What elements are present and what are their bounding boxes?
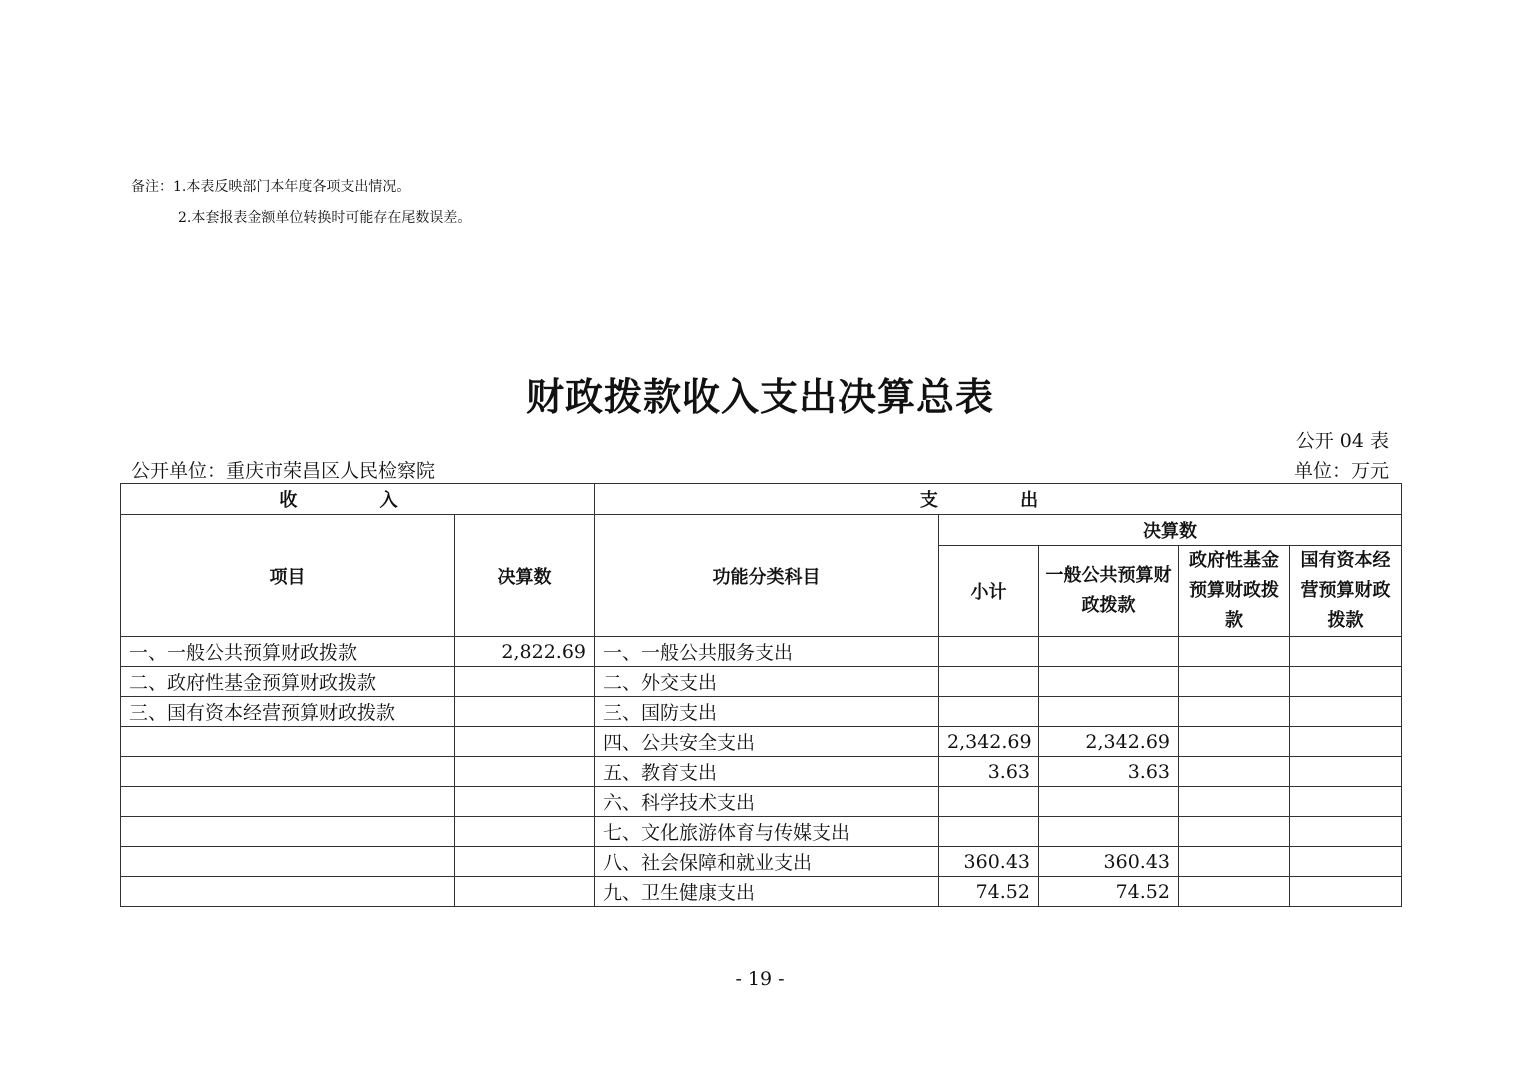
state-capital-cell [1290,877,1402,907]
subtotal-cell [939,667,1039,697]
general-budget-header: 一般公共预算财政拨款 [1039,546,1179,637]
table-row [121,817,1402,847]
gov-fund-cell [1179,757,1290,787]
table-row [121,757,1402,787]
gov-fund-cell [1179,817,1290,847]
expense-header: 支 出 [595,484,1402,515]
gov-fund-header: 政府性基金预算财政拨款 [1179,546,1290,637]
subtotal-cell: 74.52 [939,877,1039,907]
general-budget-cell: 74.52 [1039,877,1179,907]
table-row [121,847,1402,877]
subtotal-cell [939,697,1039,727]
general-budget-cell [1039,697,1179,727]
income-amount-cell [455,847,595,877]
expense-item-cell: 三、国防支出 [595,697,939,727]
income-amount-cell [455,727,595,757]
income-amount-cell [455,757,595,787]
income-amount-cell [455,877,595,907]
table-row [121,637,1402,667]
income-item-cell [121,787,455,817]
subtotal-header: 小计 [939,546,1039,637]
state-capital-cell [1290,817,1402,847]
item-header: 项目 [121,515,455,637]
general-budget-cell [1039,637,1179,667]
subtotal-cell: 360.43 [939,847,1039,877]
income-item-cell [121,847,455,877]
gov-fund-cell [1179,877,1290,907]
subtotal-cell: 3.63 [939,757,1039,787]
gov-fund-cell [1179,787,1290,817]
table-row [121,727,1402,757]
income-item-cell [121,817,455,847]
reporting-unit: 公开单位：重庆市荣昌区人民检察院 [131,460,436,482]
subtotal-cell [939,817,1039,847]
state-capital-cell [1290,727,1402,757]
expense-item-cell: 二、外交支出 [595,667,939,697]
subtotal-cell: 2,342.69 [939,727,1039,757]
income-amount-cell [455,697,595,727]
income-item-cell [121,877,455,907]
income-item-cell: 二、政府性基金预算财政拨款 [121,667,455,697]
table-row [121,667,1402,697]
amount-header: 决算数 [455,515,595,637]
state-capital-cell [1290,847,1402,877]
final-amount-header: 决算数 [939,515,1402,546]
income-item-cell: 一、一般公共预算财政拨款 [121,637,455,667]
general-budget-cell [1039,817,1179,847]
state-capital-cell [1290,667,1402,697]
gov-fund-cell [1179,697,1290,727]
table-body [121,637,1402,907]
state-capital-cell [1290,697,1402,727]
budget-summary-table [120,483,1402,907]
gov-fund-cell [1179,727,1290,757]
header-row-2 [121,515,1402,546]
general-budget-cell: 3.63 [1039,757,1179,787]
expense-item-cell: 一、一般公共服务支出 [595,637,939,667]
income-item-cell: 三、国有资本经营预算财政拨款 [121,697,455,727]
state-capital-cell [1290,757,1402,787]
income-amount-cell: 2,822.69 [455,637,595,667]
currency-unit: 单位：万元 [1293,460,1389,482]
table-row [121,787,1402,817]
general-budget-cell: 2,342.69 [1039,727,1179,757]
general-budget-cell [1039,667,1179,697]
general-budget-cell: 360.43 [1039,847,1179,877]
expense-item-cell: 八、社会保障和就业支出 [595,847,939,877]
table-row [121,697,1402,727]
table-row [121,877,1402,907]
income-amount-cell [455,787,595,817]
state-capital-cell [1290,787,1402,817]
gov-fund-cell [1179,847,1290,877]
income-header: 收 入 [121,484,595,515]
subtotal-cell [939,787,1039,817]
note-line-1: 备注：1.本表反映部门本年度各项支出情况。 [131,179,411,195]
income-item-cell [121,727,455,757]
expense-item-cell: 六、科学技术支出 [595,787,939,817]
page-number: - 19 - [735,968,785,990]
function-category-header: 功能分类科目 [595,515,939,637]
note-line-2: 2.本套报表金额单位转换时可能存在尾数误差。 [178,210,472,226]
expense-item-cell: 九、卫生健康支出 [595,877,939,907]
expense-item-cell: 四、公共安全支出 [595,727,939,757]
income-item-cell [121,757,455,787]
gov-fund-cell [1179,637,1290,667]
state-capital-cell [1290,637,1402,667]
gov-fund-cell [1179,667,1290,697]
table-code: 公开 04 表 [1295,430,1389,452]
subtotal-cell [939,637,1039,667]
income-amount-cell [455,817,595,847]
state-capital-header: 国有资本经营预算财政拨款 [1290,546,1402,637]
page-title: 财政拨款收入支出决算总表 [525,375,994,419]
income-amount-cell [455,667,595,697]
general-budget-cell [1039,787,1179,817]
header-row-1 [121,484,1402,515]
expense-item-cell: 五、教育支出 [595,757,939,787]
expense-item-cell: 七、文化旅游体育与传媒支出 [595,817,939,847]
